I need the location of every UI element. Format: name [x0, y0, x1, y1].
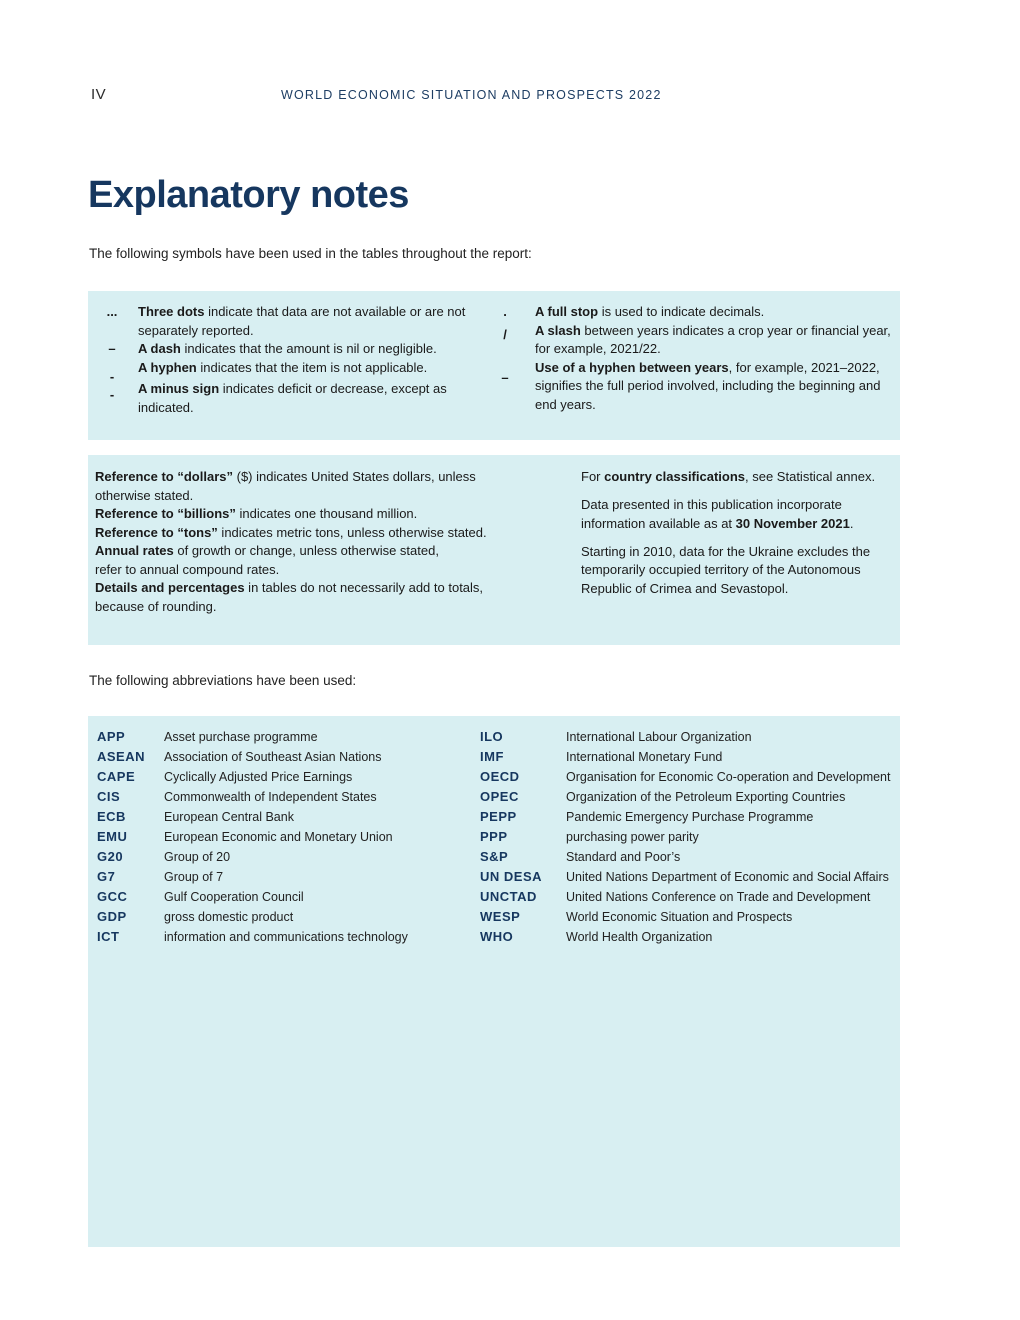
- classification-post: , see Statistical annex.: [745, 469, 876, 484]
- abbreviation-code: ECB: [97, 809, 126, 824]
- data-cutoff-post: .: [849, 515, 854, 531]
- symbol-row: [103, 303, 483, 340]
- reference-text: of growth or change, unless otherwise stated, refer to annual compound rates.: [95, 543, 439, 577]
- abbreviation-row: [480, 747, 900, 767]
- abbreviation-code: OECD: [480, 769, 520, 784]
- abbreviation-row: [480, 767, 900, 787]
- classification-note: [581, 468, 881, 487]
- abbreviation-code: G7: [97, 869, 116, 884]
- abbreviation-code: EMU: [97, 829, 128, 844]
- abbreviation-code: UN DESA: [480, 869, 543, 884]
- abbreviations-left-column: [97, 727, 467, 947]
- reference-text: in tables do not necessarily add to totals, because of rounding.: [95, 580, 484, 614]
- symbols-box: [88, 291, 900, 440]
- reference-note: [95, 524, 525, 543]
- abbreviation-description: gross domestic product: [164, 910, 294, 924]
- symbol-term: A slash: [535, 322, 581, 338]
- reference-term: Reference to “billions”: [95, 506, 236, 521]
- reference-note: [95, 505, 525, 524]
- abbreviation-description: Group of 7: [164, 870, 224, 884]
- symbol-glyph: .: [503, 304, 507, 319]
- abbreviation-row: [480, 927, 900, 947]
- abbreviation-code: GCC: [97, 889, 128, 904]
- abbreviation-code: ILO: [480, 729, 504, 744]
- symbol-row: [500, 303, 895, 322]
- abbreviation-description: Standard and Poor’s: [566, 850, 681, 864]
- symbol-glyph: –: [501, 369, 509, 385]
- reference-text: indicates one thousand million.: [235, 506, 418, 521]
- references-box: [88, 455, 900, 645]
- abbreviation-description: United Nations Department of Economic and Social Affairs: [566, 870, 889, 884]
- symbol-description: is used to indicate decimals.: [598, 304, 765, 319]
- symbol-row: [500, 359, 895, 415]
- abbreviation-description: World Economic Situation and Prospects: [566, 910, 793, 924]
- abbreviation-description: United Nations Conference on Trade and Development: [566, 890, 871, 904]
- symbol-glyph: ...: [106, 304, 118, 319]
- abbreviation-row: [97, 767, 467, 787]
- symbol-term: Three dots: [138, 304, 205, 319]
- symbol-row: [103, 359, 483, 384]
- symbol-description: indicates that the item is not applicable.: [196, 359, 428, 375]
- abbreviation-description: information and communications technology: [164, 930, 408, 944]
- symbols-right-column: [500, 303, 895, 414]
- reference-term: Annual rates: [95, 543, 174, 558]
- abbreviation-code: PPP: [480, 829, 508, 844]
- abbreviation-description: Asset purchase programme: [164, 730, 318, 744]
- references-left-column: [95, 468, 525, 616]
- abbreviation-code: APP: [97, 729, 126, 744]
- abbreviation-row: [480, 867, 900, 887]
- page-title: Explanatory notes: [88, 174, 409, 216]
- abbreviation-description: International Labour Organization: [566, 730, 752, 744]
- abbreviation-code: OPEC: [480, 789, 519, 804]
- data-cutoff-pre: Data presented in this publication incorporate information available as at: [581, 497, 842, 531]
- references-right-column: [581, 468, 881, 608]
- symbol-term: A dash: [138, 341, 181, 356]
- abbreviation-code: GDP: [97, 909, 127, 924]
- abbreviation-row: [97, 907, 467, 927]
- abbreviation-row: [97, 827, 467, 847]
- abbreviation-code: ICT: [97, 929, 120, 944]
- symbol-glyph: /: [503, 326, 507, 342]
- abbreviation-code: UNCTAD: [480, 889, 537, 904]
- abbreviation-row: [480, 887, 900, 907]
- abbreviation-row: [480, 827, 900, 847]
- symbol-term: Use of a hyphen between years: [535, 359, 729, 375]
- abbreviation-code: PEPP: [480, 809, 517, 824]
- abbreviation-description: Cyclically Adjusted Price Earnings: [164, 770, 353, 784]
- abbreviation-code: IMF: [480, 749, 504, 764]
- abbreviation-row: [480, 787, 900, 807]
- symbols-left-column: [103, 303, 483, 417]
- symbol-glyph: -: [109, 387, 115, 402]
- abbreviation-row: [480, 847, 900, 867]
- symbol-row: [103, 380, 483, 417]
- reference-note: [95, 542, 445, 579]
- symbol-row: [500, 322, 895, 359]
- abbreviation-description: Gulf Cooperation Council: [164, 890, 304, 904]
- data-cutoff-date: 30 November 2021: [735, 515, 850, 531]
- symbol-description: , for example, 2021–2022, signifies the full period involved, including the beginning and end years.: [535, 359, 881, 412]
- abbreviation-description: Pandemic Emergency Purchase Programme: [566, 810, 814, 824]
- abbreviation-description: Association of Southeast Asian Nations: [164, 750, 382, 764]
- symbol-description: indicates deficit or decrease, except as indicated.: [138, 381, 447, 415]
- symbol-glyph: –: [108, 341, 116, 356]
- abbreviation-code: WESP: [480, 909, 521, 924]
- abbreviation-code: CAPE: [97, 769, 136, 784]
- reference-term: Reference to “dollars”: [95, 469, 233, 484]
- symbol-term: A minus sign: [138, 381, 220, 396]
- abbreviation-row: [97, 787, 467, 807]
- abbreviations-box: [88, 716, 900, 1247]
- abbreviation-row: [97, 847, 467, 867]
- abbreviation-row: [97, 747, 467, 767]
- abbreviations-intro: The following abbreviations have been used:: [89, 673, 357, 688]
- abbreviation-row: [97, 727, 467, 747]
- abbreviation-code: G20: [97, 849, 124, 864]
- abbreviation-row: [97, 927, 467, 947]
- running-header: WORLD ECONOMIC SITUATION AND PROSPECTS 2022: [281, 88, 662, 102]
- ukraine-note: Starting in 2010, data for the Ukraine excludes the temporarily occupied territory of the Autonomous Republic of Crimea and Sevastopol.: [581, 543, 871, 596]
- reference-term: Details and percentages: [95, 580, 245, 595]
- reference-text: indicates metric tons, unless otherwise stated.: [217, 524, 487, 540]
- abbreviation-description: European Central Bank: [164, 810, 294, 824]
- symbol-term: A hyphen: [138, 359, 197, 375]
- abbreviation-description: Organization of the Petroleum Exporting Countries: [566, 790, 846, 804]
- symbols-intro: The following symbols have been used in the tables throughout the report:: [89, 246, 532, 261]
- classification-pre: For: [581, 469, 605, 484]
- symbol-description: between years indicates a crop year or financial year, for example, 2021/22.: [535, 322, 891, 356]
- abbreviation-description: European Economic and Monetary Union: [164, 830, 393, 844]
- abbreviation-code: S&P: [480, 849, 509, 864]
- abbreviation-code: CIS: [97, 789, 121, 804]
- abbreviation-code: ASEAN: [97, 749, 146, 764]
- symbol-description: indicates that the amount is nil or negligible.: [180, 341, 437, 356]
- reference-term: Reference to “tons”: [95, 524, 218, 540]
- classification-term: country classifications: [604, 469, 746, 484]
- symbol-description: indicate that data are not available or are not separately reported.: [138, 304, 466, 338]
- reference-note: [95, 579, 525, 616]
- abbreviation-row: [480, 907, 900, 927]
- page-number: IV: [91, 86, 107, 103]
- abbreviation-description: purchasing power parity: [566, 830, 699, 844]
- abbreviation-row: [480, 807, 900, 827]
- abbreviation-description: Commonwealth of Independent States: [164, 790, 377, 804]
- abbreviations-right-column: [480, 727, 900, 947]
- abbreviation-description: Organisation for Economic Co-operation and Development: [566, 770, 891, 784]
- abbreviation-description: International Monetary Fund: [566, 750, 723, 764]
- abbreviation-row: [480, 727, 900, 747]
- abbreviation-code: WHO: [480, 929, 514, 944]
- symbol-term: A full stop: [535, 304, 599, 319]
- reference-text: ($) indicates United States dollars, unless otherwise stated.: [95, 469, 476, 503]
- abbreviation-row: [97, 807, 467, 827]
- abbreviation-description: World Health Organization: [566, 930, 713, 944]
- abbreviation-description: Group of 20: [164, 850, 231, 864]
- abbreviation-row: [97, 887, 467, 907]
- symbol-row: [103, 340, 483, 359]
- symbol-glyph: -: [109, 368, 115, 384]
- abbreviation-row: [97, 867, 467, 887]
- data-cutoff-note: [581, 496, 881, 533]
- reference-note: [95, 468, 525, 505]
